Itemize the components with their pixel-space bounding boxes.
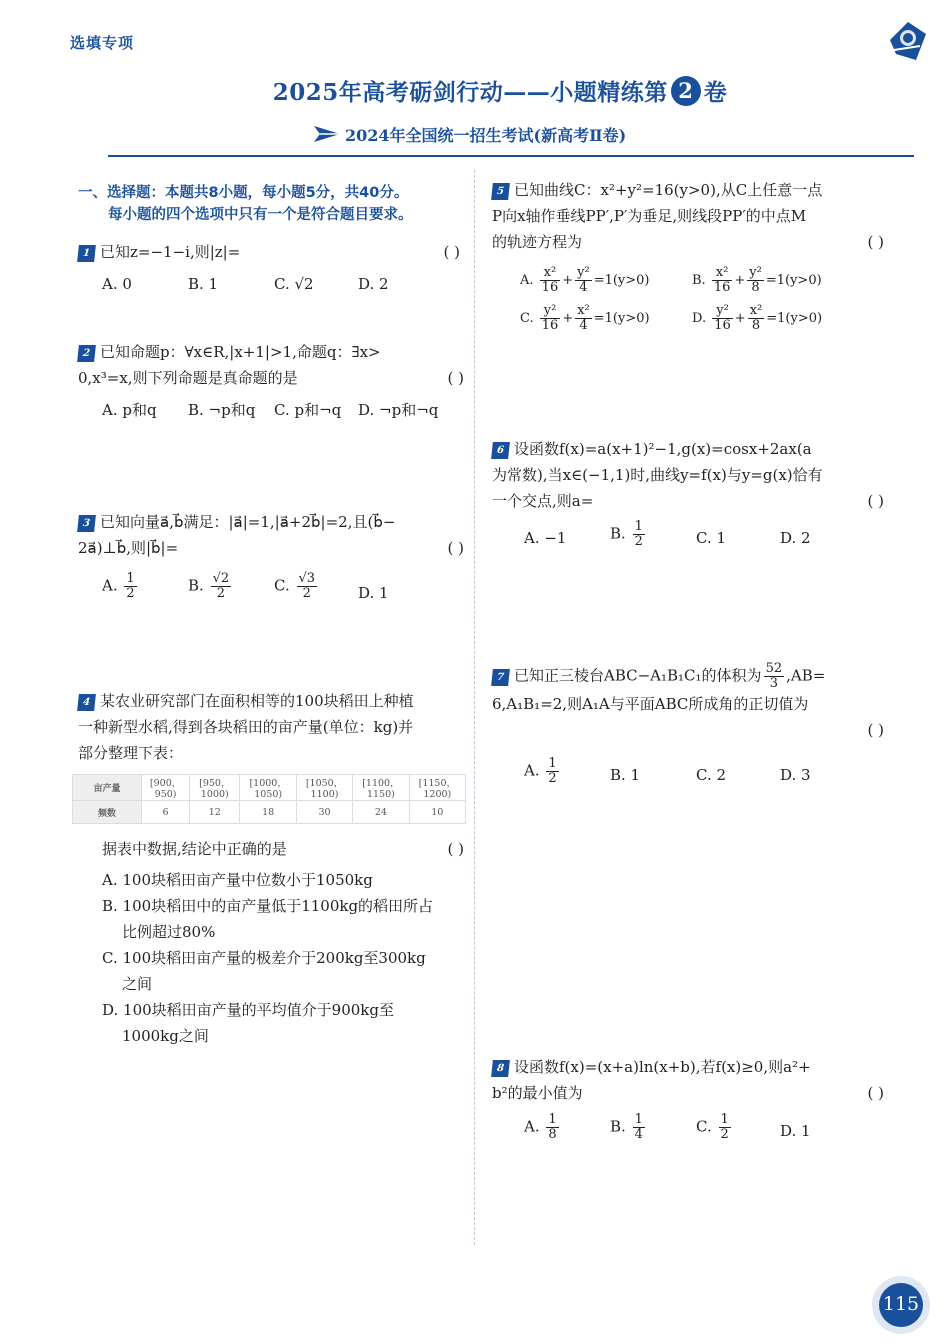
question-4-stem: 据表中数据,结论中正确的是 ( ) <box>102 840 464 858</box>
page-number-badge <box>870 1274 932 1336</box>
question-7: 7 已知正三棱台ABC−A₁B₁C₁的体积为 $\frac{52}{3}$ ,AB= 6,A₁B₁=2,则A₁A与平面ABC所成角的正切值为 ( ) <box>492 661 884 739</box>
table-row-label: 频数 <box>73 801 142 824</box>
table-cell: [1100，1150) <box>353 775 409 801</box>
option-a[interactable]: A. $\frac{1}{2}$ <box>102 571 135 601</box>
table-cell: [1050，1100) <box>296 775 352 801</box>
option-a[interactable]: A. $\frac{1}{8}$ <box>524 1112 557 1142</box>
table-cell: 12 <box>190 801 240 824</box>
section-heading: 一、选择题：本题共8小题，每小题5分，共40分。 每小题的四个选项中只有一个是符合题目要求。 <box>78 185 413 223</box>
page-title: 2025年高考砺剑行动——小题精练第 2 卷 <box>272 78 728 106</box>
fraction: $\frac{√2}{2}$ <box>212 571 230 601</box>
question-number: 4 <box>77 694 96 711</box>
option-d[interactable]: D. 3 <box>780 766 811 784</box>
option-c[interactable]: C. p和¬q <box>274 401 342 419</box>
header-divider <box>108 155 914 157</box>
option-c[interactable]: C. 1 <box>696 529 727 547</box>
table-cell: 18 <box>240 801 296 824</box>
option-a[interactable]: A. 0 <box>102 275 132 293</box>
question-8: 8 设函数f(x)=(x+a)ln(x+b),若f(x)≥0,则a²+ b²的最小值为 ( ) <box>492 1058 884 1102</box>
question-5-options <box>520 262 880 338</box>
question-4: 4 某农业研究部门在面积相等的100块稻田上种植 一种新型水稻,得到各块稻田的亩产量(单位：kg)并 部分整理下表： <box>78 692 414 762</box>
table-cell: 10 <box>409 801 465 824</box>
option-b[interactable]: B. 1 <box>188 275 219 293</box>
option-b[interactable]: B. 1 <box>610 766 641 784</box>
table-cell: 24 <box>353 801 409 824</box>
option-b-cont: 比例超过80% <box>122 923 216 941</box>
option-d[interactable]: D. $\frac{\text{y²}}{16}$ + $\frac{\text{x²}}{8}$ =1(y>0) <box>692 303 823 333</box>
option-d[interactable]: D. 1 <box>358 584 389 602</box>
option-b[interactable]: B. 100块稻田中的亩产量低于1100kg的稻田所占 <box>102 897 434 915</box>
option-c[interactable]: C. $\frac{√3}{2}$ <box>274 571 316 601</box>
option-c-cont: 之间 <box>122 975 153 993</box>
question-5: 5 已知曲线C：x²+y²=16(y>0),从C上任意一点 P向x轴作垂线PP′,P′为垂足,则线段PP′的中点M 的轨迹方程为 ( ) <box>492 181 884 251</box>
question-number: 3 <box>77 515 96 532</box>
question-8-options <box>524 1113 884 1153</box>
question-number: 5 <box>491 183 510 200</box>
option-b[interactable]: B. ¬p和q <box>188 401 256 419</box>
option-d[interactable]: D. ¬p和¬q <box>358 401 439 419</box>
question-1: 1 已知z=−1−i,则|z|= ( ) <box>78 239 460 265</box>
option-c[interactable]: C. 100块稻田亩产量的极差介于200kg至300kg <box>102 949 426 967</box>
question-6: 6 设函数f(x)=a(x+1)²−1,g(x)=cosx+2ax(a 为常数),当x∈(−1,1)时,曲线y=f(x)与y=g(x)恰有 一个交点,则a= ( ) <box>492 440 884 510</box>
fraction: $\frac{√3}{2}$ <box>298 571 316 601</box>
option-d[interactable]: D. 100块稻田亩产量的平均值介于900kg至 <box>102 1001 394 1019</box>
option-d[interactable]: D. 2 <box>358 275 389 293</box>
table-row-label: 亩产量 <box>73 775 142 801</box>
table-row <box>73 801 466 824</box>
question-1-options <box>102 271 462 297</box>
table-cell: 6 <box>142 801 190 824</box>
option-d-cont: 1000kg之间 <box>122 1027 209 1045</box>
option-a[interactable]: A. $\frac{\text{x²}}{16}$ + $\frac{\text{y²}}{4}$ =1(y>0) <box>520 265 650 295</box>
arrow-right-icon <box>312 122 342 146</box>
fraction: $\frac{1}{2}$ <box>126 571 135 601</box>
option-c[interactable]: C. √2 <box>274 275 314 293</box>
option-d[interactable]: D. 1 <box>780 1122 811 1140</box>
table-cell: 30 <box>296 801 352 824</box>
option-d[interactable]: D. 2 <box>780 529 811 547</box>
table-cell: [950，1000) <box>190 775 240 801</box>
option-c[interactable]: C. $\frac{\text{y²}}{16}$ + $\frac{\text{x²}}{4}$ =1(y>0) <box>520 303 650 333</box>
option-a[interactable]: A. −1 <box>524 529 567 547</box>
question-number: 2 <box>77 345 96 362</box>
header-tag: 选填专项 <box>70 34 135 52</box>
table-cell: [900，950) <box>142 775 190 801</box>
question-2: 2 已知命题p：∀x∈R,|x+1|>1,命题q：∃x> 0,x³=x,则下列命题是真命题的是 ( ) <box>78 343 464 387</box>
option-a[interactable]: A. p和q <box>102 401 157 419</box>
question-number: 1 <box>77 245 96 262</box>
option-a[interactable]: A. 100块稻田亩产量中位数小于1050kg <box>102 871 373 889</box>
logo-badge-icon <box>886 20 928 62</box>
option-b[interactable]: B. $\frac{1}{4}$ <box>610 1112 643 1142</box>
volume-number-badge: 2 <box>671 76 701 106</box>
yield-table <box>72 774 466 824</box>
page-subtitle: 2024年全国统一招生考试(新高考Ⅱ卷) <box>345 126 627 145</box>
question-3: 3 已知向量a⃗,b⃗满足：|a⃗|=1,|a⃗+2b⃗|=2,且(b⃗− 2a⃗)⊥b⃗,则|b⃗|= ( ) <box>78 513 464 557</box>
question-7-options <box>524 757 884 797</box>
option-c[interactable]: C. 2 <box>696 766 727 784</box>
question-number: 8 <box>491 1060 510 1077</box>
question-number: 6 <box>491 442 510 459</box>
option-c[interactable]: C. $\frac{1}{2}$ <box>696 1112 729 1142</box>
column-divider <box>474 170 475 1245</box>
table-cell: [1150，1200) <box>409 775 465 801</box>
option-b[interactable]: B. $\frac{\text{x²}}{16}$ + $\frac{\text{y²}}{8}$ =1(y>0) <box>692 265 822 295</box>
table-cell: [1000，1050) <box>240 775 296 801</box>
question-3-options <box>102 572 462 612</box>
page-number: 115 <box>882 1293 920 1315</box>
question-number: 7 <box>491 669 510 686</box>
option-b[interactable]: B. $\frac{1}{2}$ <box>610 519 643 549</box>
question-2-options <box>102 397 462 423</box>
question-6-options <box>524 520 884 560</box>
question-4-options <box>102 867 464 1049</box>
table-row <box>73 775 466 801</box>
option-a[interactable]: A. $\frac{1}{2}$ <box>524 756 557 786</box>
option-b[interactable]: B. $\frac{√2}{2}$ <box>188 571 230 601</box>
